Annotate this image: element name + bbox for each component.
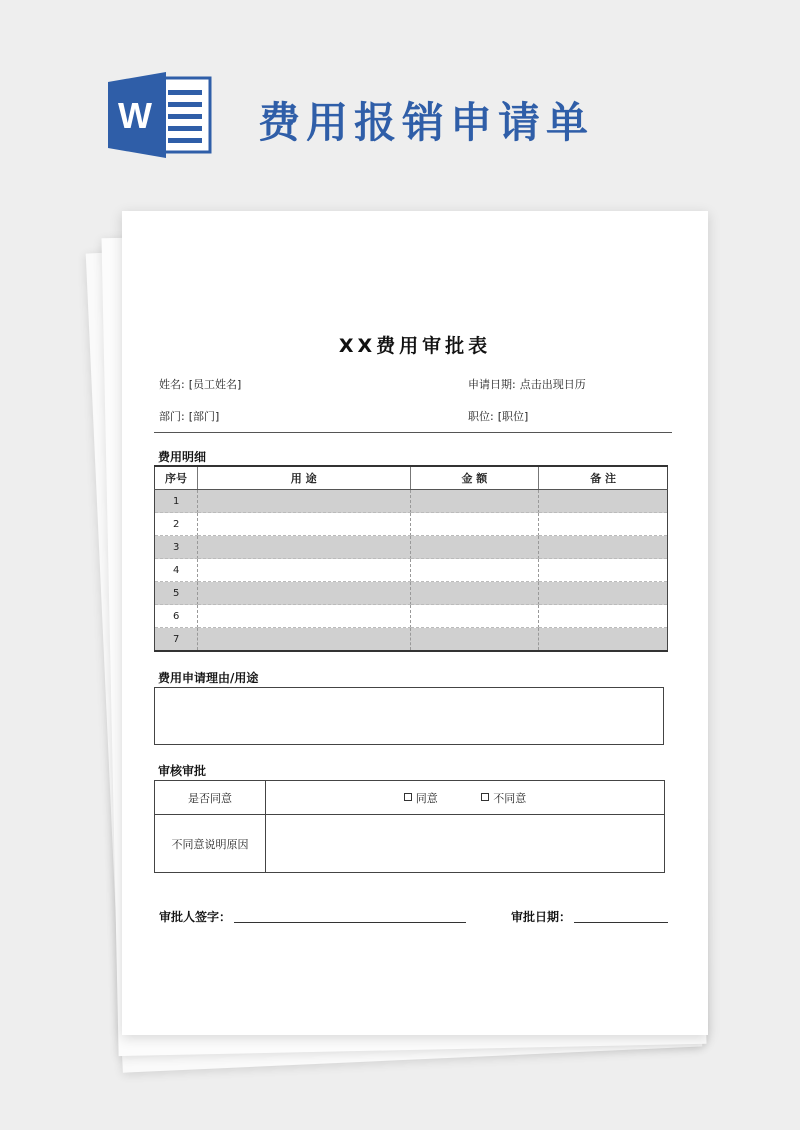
agree-options — [266, 781, 665, 815]
approval-table — [154, 780, 665, 873]
purpose-cell[interactable] — [197, 490, 410, 513]
expense-table — [154, 465, 668, 652]
approver-signature-line[interactable] — [234, 922, 466, 923]
apply-date-field — [468, 376, 586, 392]
row-index: 6 — [155, 605, 198, 628]
amount-cell[interactable] — [410, 490, 539, 513]
purpose-cell[interactable] — [197, 536, 410, 559]
approval-date-line[interactable] — [574, 922, 668, 923]
table-row — [155, 628, 668, 652]
amount-cell[interactable] — [410, 513, 539, 536]
table-row — [155, 490, 668, 513]
agree-label: 是否同意 — [155, 781, 266, 815]
option-agree[interactable] — [404, 790, 438, 806]
position-value[interactable]: [职位] — [497, 410, 529, 423]
option-disagree[interactable] — [481, 790, 526, 806]
row-index: 7 — [155, 628, 198, 652]
amount-cell[interactable] — [410, 559, 539, 582]
note-cell[interactable] — [539, 628, 668, 652]
document-page — [122, 211, 708, 1035]
agree-row — [155, 781, 665, 815]
apply-date-value[interactable]: 点击出现日历 — [519, 378, 586, 391]
table-row — [155, 605, 668, 628]
name-label: 姓名: — [159, 378, 185, 391]
purpose-cell[interactable] — [197, 582, 410, 605]
amount-cell[interactable] — [410, 536, 539, 559]
note-cell[interactable] — [539, 582, 668, 605]
divider — [154, 432, 672, 433]
reason-section-title: 费用申请理由/用途 — [158, 671, 259, 685]
word-document-icon — [108, 72, 214, 158]
disagree-reason-label: 不同意说明原因 — [155, 815, 266, 873]
row-index: 3 — [155, 536, 198, 559]
column-header-purpose: 用 途 — [197, 466, 410, 490]
position-field — [468, 408, 528, 424]
department-field — [159, 408, 219, 424]
row-index: 2 — [155, 513, 198, 536]
checkbox-icon[interactable] — [481, 793, 489, 801]
note-cell[interactable] — [539, 559, 668, 582]
note-cell[interactable] — [539, 605, 668, 628]
name-field — [159, 376, 241, 392]
purpose-cell[interactable] — [197, 628, 410, 652]
checkbox-icon[interactable] — [404, 793, 412, 801]
banner-title: 费用报销申请单 — [258, 98, 595, 147]
department-value[interactable]: [部门] — [188, 410, 220, 423]
table-row — [155, 513, 668, 536]
name-value[interactable]: [员工姓名] — [188, 378, 242, 391]
disagree-reason-input[interactable] — [266, 815, 665, 873]
approval-date-label: 审批日期： — [511, 910, 572, 924]
amount-cell[interactable] — [410, 605, 539, 628]
approver-signature-label: 审批人签字： — [159, 910, 232, 924]
table-header-row — [155, 466, 668, 490]
row-index: 5 — [155, 582, 198, 605]
reason-textarea[interactable] — [154, 687, 664, 745]
svg-text:W: W — [118, 95, 152, 136]
option-disagree-label: 不同意 — [493, 791, 527, 805]
apply-date-label: 申请日期: — [468, 378, 516, 391]
column-header-amount: 金 额 — [410, 466, 539, 490]
purpose-cell[interactable] — [197, 559, 410, 582]
form-title: XX费用审批表 — [338, 335, 492, 357]
amount-cell[interactable] — [410, 582, 539, 605]
approval-section-title: 审核审批 — [158, 764, 207, 778]
purpose-cell[interactable] — [197, 605, 410, 628]
position-label: 职位: — [468, 410, 494, 423]
department-label: 部门: — [159, 410, 185, 423]
row-index: 4 — [155, 559, 198, 582]
table-row — [155, 536, 668, 559]
amount-cell[interactable] — [410, 628, 539, 652]
table-row — [155, 582, 668, 605]
reason-row — [155, 815, 665, 873]
option-agree-label: 同意 — [415, 791, 438, 805]
table-row — [155, 559, 668, 582]
note-cell[interactable] — [539, 536, 668, 559]
row-index: 1 — [155, 490, 198, 513]
purpose-cell[interactable] — [197, 513, 410, 536]
expense-section-title: 费用明细 — [158, 450, 207, 464]
column-header-index: 序号 — [155, 466, 198, 490]
column-header-note: 备 注 — [539, 466, 668, 490]
note-cell[interactable] — [539, 490, 668, 513]
note-cell[interactable] — [539, 513, 668, 536]
